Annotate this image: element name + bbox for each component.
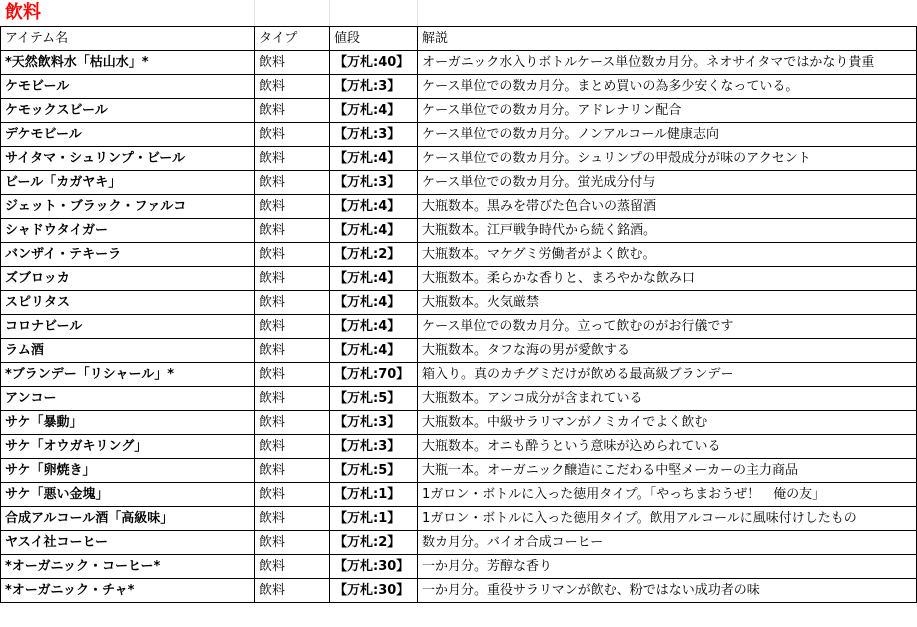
cell-name[interactable]: ケモックスビール (1, 99, 255, 123)
table-row (1, 483, 917, 507)
table-row (1, 171, 917, 195)
table-row (1, 147, 917, 171)
header-type[interactable]: タイプ (255, 27, 330, 51)
cell-type[interactable]: 飲料 (255, 51, 330, 75)
cell-price[interactable]: 【万札:4】 (330, 147, 418, 171)
cell-type[interactable]: 飲料 (255, 483, 330, 507)
cell-name[interactable]: スピリタス (1, 291, 255, 315)
cell-desc[interactable]: ケース単位での数カ月分。アドレナリン配合 (418, 99, 917, 123)
cell-price[interactable]: 【万札:1】 (330, 483, 418, 507)
cell-name[interactable]: *天然飲料水「枯山水」* (1, 51, 255, 75)
header-price[interactable]: 値段 (330, 27, 418, 51)
cell-price[interactable]: 【万札:3】 (330, 411, 418, 435)
cell-name[interactable]: シャドウタイガー (1, 219, 255, 243)
cell-name[interactable]: ズブロッカ (1, 267, 255, 291)
cell-desc[interactable]: 大瓶一本。オーガニック醸造にこだわる中堅メーカーの主力商品 (418, 459, 917, 483)
cell-desc[interactable]: 大瓶数本。中級サラリマンがノミカイでよく飲む (418, 411, 917, 435)
table-row (1, 51, 917, 75)
cell-type[interactable]: 飲料 (255, 507, 330, 531)
cell-price[interactable]: 【万札:1】 (330, 507, 418, 531)
cell-type[interactable]: 飲料 (255, 195, 330, 219)
table-row (1, 555, 917, 579)
cell-desc[interactable]: 1ガロン・ボトルに入った徳用タイプ。飲用アルコールに風味付けしたもの (418, 507, 917, 531)
cell-name[interactable]: 合成アルコール酒「高級味」 (1, 507, 255, 531)
cell-type[interactable]: 飲料 (255, 99, 330, 123)
cell-type[interactable]: 飲料 (255, 555, 330, 579)
cell-name[interactable]: アンコー (1, 387, 255, 411)
cell-name[interactable]: ケモビール (1, 75, 255, 99)
cell-desc[interactable]: 一か月分。重役サラリマンが飲む、粉ではない成功者の味 (418, 579, 917, 603)
cell-name[interactable]: ジェット・ブラック・ファルコ (1, 195, 255, 219)
cell-desc[interactable]: ケース単位での数カ月分。立って飲むのがお行儀です (418, 315, 917, 339)
cell-desc[interactable]: 大瓶数本。オニも酔うという意味が込められている (418, 435, 917, 459)
table-row (1, 75, 917, 99)
cell-desc[interactable]: 大瓶数本。アンコ成分が含まれている (418, 387, 917, 411)
cell-desc[interactable]: 一か月分。芳醇な香り (418, 555, 917, 579)
cell-type[interactable]: 飲料 (255, 411, 330, 435)
cell-name[interactable]: サケ「暴動」 (1, 411, 255, 435)
cell-type[interactable]: 飲料 (255, 243, 330, 267)
cell-type[interactable]: 飲料 (255, 123, 330, 147)
cell-type[interactable]: 飲料 (255, 267, 330, 291)
cell-price[interactable]: 【万札:3】 (330, 171, 418, 195)
cell-desc[interactable]: 大瓶数本。火気厳禁 (418, 291, 917, 315)
item-table (0, 26, 917, 603)
cell-price[interactable]: 【万札:30】 (330, 555, 418, 579)
cell-type[interactable]: 飲料 (255, 147, 330, 171)
table-row (1, 363, 917, 387)
cell-price[interactable]: 【万札:5】 (330, 387, 418, 411)
cell-desc[interactable]: ケース単位での数カ月分。ノンアルコール健康志向 (418, 123, 917, 147)
cell-price[interactable]: 【万札:2】 (330, 531, 418, 555)
cell-name[interactable]: サケ「悪い金塊」 (1, 483, 255, 507)
cell-name[interactable]: デケモビール (1, 123, 255, 147)
cell-desc[interactable]: 1ガロン・ボトルに入った徳用タイプ。「やっちまおうぜ！ 俺の友」 (418, 483, 917, 507)
cell-desc[interactable]: 大瓶数本。タフな海の男が愛飲する (418, 339, 917, 363)
table-row (1, 315, 917, 339)
cell-name[interactable]: *オーガニック・コーヒー* (1, 555, 255, 579)
cell-name[interactable]: ヤスイ社コーヒー (1, 531, 255, 555)
cell-price[interactable]: 【万札:4】 (330, 195, 418, 219)
header-row (1, 27, 917, 51)
cell-type[interactable]: 飲料 (255, 75, 330, 99)
cell-price[interactable]: 【万札:4】 (330, 219, 418, 243)
title-row (0, 0, 917, 26)
cell-name[interactable]: ラム酒 (1, 339, 255, 363)
cell-name[interactable]: *ブランデー「リシャール」* (1, 363, 255, 387)
cell-type[interactable]: 飲料 (255, 579, 330, 603)
cell-name[interactable]: サケ「オウガキリング」 (1, 435, 255, 459)
cell-price[interactable]: 【万札:4】 (330, 339, 418, 363)
cell-price[interactable]: 【万札:40】 (330, 51, 418, 75)
cell-price[interactable]: 【万札:70】 (330, 363, 418, 387)
table-row (1, 291, 917, 315)
table-row (1, 459, 917, 483)
cell-desc[interactable]: オーガニック水入りボトルケース単位数カ月分。ネオサイタマではかなり貴重 (418, 51, 917, 75)
grid-cell[interactable] (255, 0, 330, 26)
table-row (1, 507, 917, 531)
cell-type[interactable]: 飲料 (255, 219, 330, 243)
cell-price[interactable]: 【万札:4】 (330, 267, 418, 291)
table-row (1, 99, 917, 123)
cell-type[interactable]: 飲料 (255, 459, 330, 483)
cell-type[interactable]: 飲料 (255, 387, 330, 411)
cell-price[interactable]: 【万札:3】 (330, 435, 418, 459)
cell-price[interactable]: 【万札:4】 (330, 291, 418, 315)
cell-price[interactable]: 【万札:3】 (330, 75, 418, 99)
cell-price[interactable]: 【万札:4】 (330, 99, 418, 123)
table-row (1, 219, 917, 243)
cell-desc[interactable]: 数カ月分。バイオ合成コーヒー (418, 531, 917, 555)
table-row (1, 123, 917, 147)
cell-desc[interactable]: 大瓶数本。柔らかな香りと、まろやかな飲み口 (418, 267, 917, 291)
cell-name[interactable]: *オーガニック・チャ* (1, 579, 255, 603)
cell-type[interactable]: 飲料 (255, 171, 330, 195)
table-row (1, 435, 917, 459)
cell-name[interactable]: サケ「卵焼き」 (1, 459, 255, 483)
cell-desc[interactable]: ケース単位での数カ月分。シュリンプの甲殻成分が味のアクセント (418, 147, 917, 171)
cell-desc[interactable]: 大瓶数本。黒みを帯びた色合いの蒸留酒 (418, 195, 917, 219)
cell-price[interactable]: 【万札:30】 (330, 579, 418, 603)
cell-type[interactable]: 飲料 (255, 291, 330, 315)
cell-type[interactable]: 飲料 (255, 363, 330, 387)
cell-name[interactable]: ビール「カガヤキ」 (1, 171, 255, 195)
table-row (1, 387, 917, 411)
cell-desc[interactable]: 箱入り。真のカチグミだけが飲める最高級ブランデー (418, 363, 917, 387)
table-row (1, 579, 917, 603)
cell-name[interactable]: バンザイ・テキーラ (1, 243, 255, 267)
header-name[interactable]: アイテム名 (1, 27, 255, 51)
cell-type[interactable]: 飲料 (255, 315, 330, 339)
header-desc[interactable]: 解説 (418, 27, 917, 51)
cell-name[interactable]: コロナビール (1, 315, 255, 339)
table-row (1, 531, 917, 555)
table-row (1, 339, 917, 363)
cell-price[interactable]: 【万札:5】 (330, 459, 418, 483)
cell-name[interactable]: サイタマ・シュリンプ・ビール (1, 147, 255, 171)
cell-price[interactable]: 【万札:2】 (330, 243, 418, 267)
table-row (1, 243, 917, 267)
sheet-title[interactable]: 飲料 (5, 2, 41, 23)
grid-cell[interactable] (330, 0, 418, 26)
cell-desc[interactable]: 大瓶数本。江戸戦争時代から続く銘酒。 (418, 219, 917, 243)
cell-type[interactable]: 飲料 (255, 531, 330, 555)
grid-cell[interactable] (0, 0, 255, 26)
cell-desc[interactable]: ケース単位での数カ月分。蛍光成分付与 (418, 171, 917, 195)
table-row (1, 411, 917, 435)
cell-type[interactable]: 飲料 (255, 435, 330, 459)
cell-desc[interactable]: 大瓶数本。マケグミ労働者がよく飲む。 (418, 243, 917, 267)
cell-desc[interactable]: ケース単位での数カ月分。まとめ買いの為多少安くなっている。 (418, 75, 917, 99)
cell-price[interactable]: 【万札:4】 (330, 315, 418, 339)
table-row (1, 267, 917, 291)
cell-price[interactable]: 【万札:3】 (330, 123, 418, 147)
cell-type[interactable]: 飲料 (255, 339, 330, 363)
table-row (1, 195, 917, 219)
